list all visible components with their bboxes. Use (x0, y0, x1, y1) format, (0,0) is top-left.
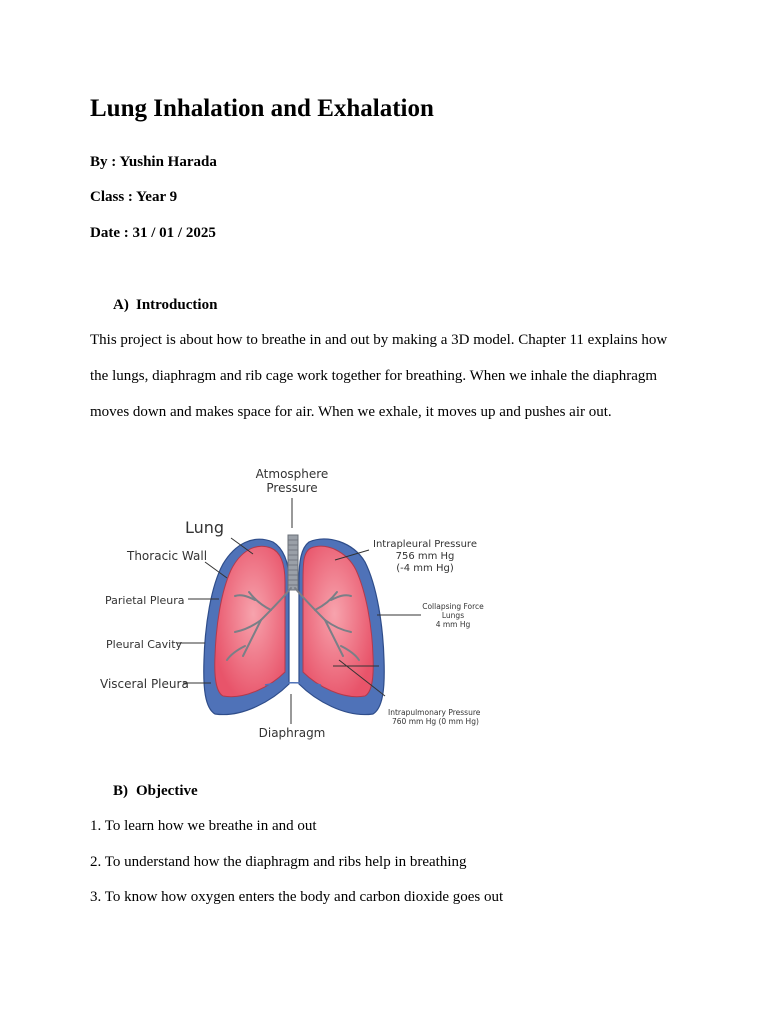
paragraph-line: the lungs, diaphragm and rib cage work together for breathing. When we inhale the diaphragm (90, 368, 658, 384)
label-intrapleural-line2: 756 mm Hg (395, 551, 455, 562)
objective-item: 2. To understand how the diaphragm and ribs help in breathing (90, 854, 467, 870)
objective-item: 1. To learn how we breathe in and out (90, 818, 317, 834)
section-marker: B) (113, 783, 128, 799)
lung-diagram-svg (95, 460, 495, 745)
label-diaphragm: Diaphragm (258, 726, 326, 740)
label-collapsing-line2: Lungs (441, 611, 465, 620)
lung-diagram (95, 460, 495, 745)
label-lung: Lung (185, 518, 225, 537)
introduction-paragraph (90, 322, 690, 430)
date-line: Date : 31 / 01 / 2025 (90, 225, 216, 241)
label-collapsing-line3: 4 mm Hg (435, 620, 471, 629)
introduction-heading (113, 295, 217, 315)
author-line: By : Yushin Harada (90, 154, 217, 170)
label-collapsing-line1: Collapsing Force (422, 602, 484, 611)
label-atmosphere-line1: Atmosphere (255, 467, 329, 481)
section-title: Objective (136, 783, 198, 799)
objective-item: 3. To know how oxygen enters the body and carbon dioxide goes out (90, 889, 504, 905)
class-line: Class : Year 9 (90, 189, 178, 205)
section-marker: A) (113, 297, 129, 313)
label-thoracic-wall: Thoracic Wall (127, 549, 208, 563)
objective-heading (113, 781, 198, 801)
label-visceral-pleura: Visceral Pleura (100, 677, 189, 691)
paragraph-line: moves down and makes space for air. When we exhale, it moves up and pushes air out. (90, 404, 612, 420)
label-intrapleural-line1: Intrapleural Pressure (373, 539, 477, 550)
label-parietal-pleura: Parietal Pleura (105, 594, 185, 607)
label-intrapulmonary-line2: 760 mm Hg (0 mm Hg) (392, 717, 479, 726)
section-title: Introduction (136, 297, 218, 313)
paragraph-line: This project is about how to breathe in and out by making a 3D model. Chapter 11 explains how (90, 332, 668, 348)
label-atmosphere-line2: Pressure (266, 481, 318, 495)
document-title: Lung Inhalation and Exhalation (90, 95, 434, 122)
trachea-shape (288, 535, 298, 590)
label-pleural-cavity: Pleural Cavity (106, 638, 183, 651)
label-intrapulmonary-line1: Intrapulmonary Pressure (388, 708, 481, 717)
label-intrapleural-line3: (-4 mm Hg) (396, 563, 454, 574)
